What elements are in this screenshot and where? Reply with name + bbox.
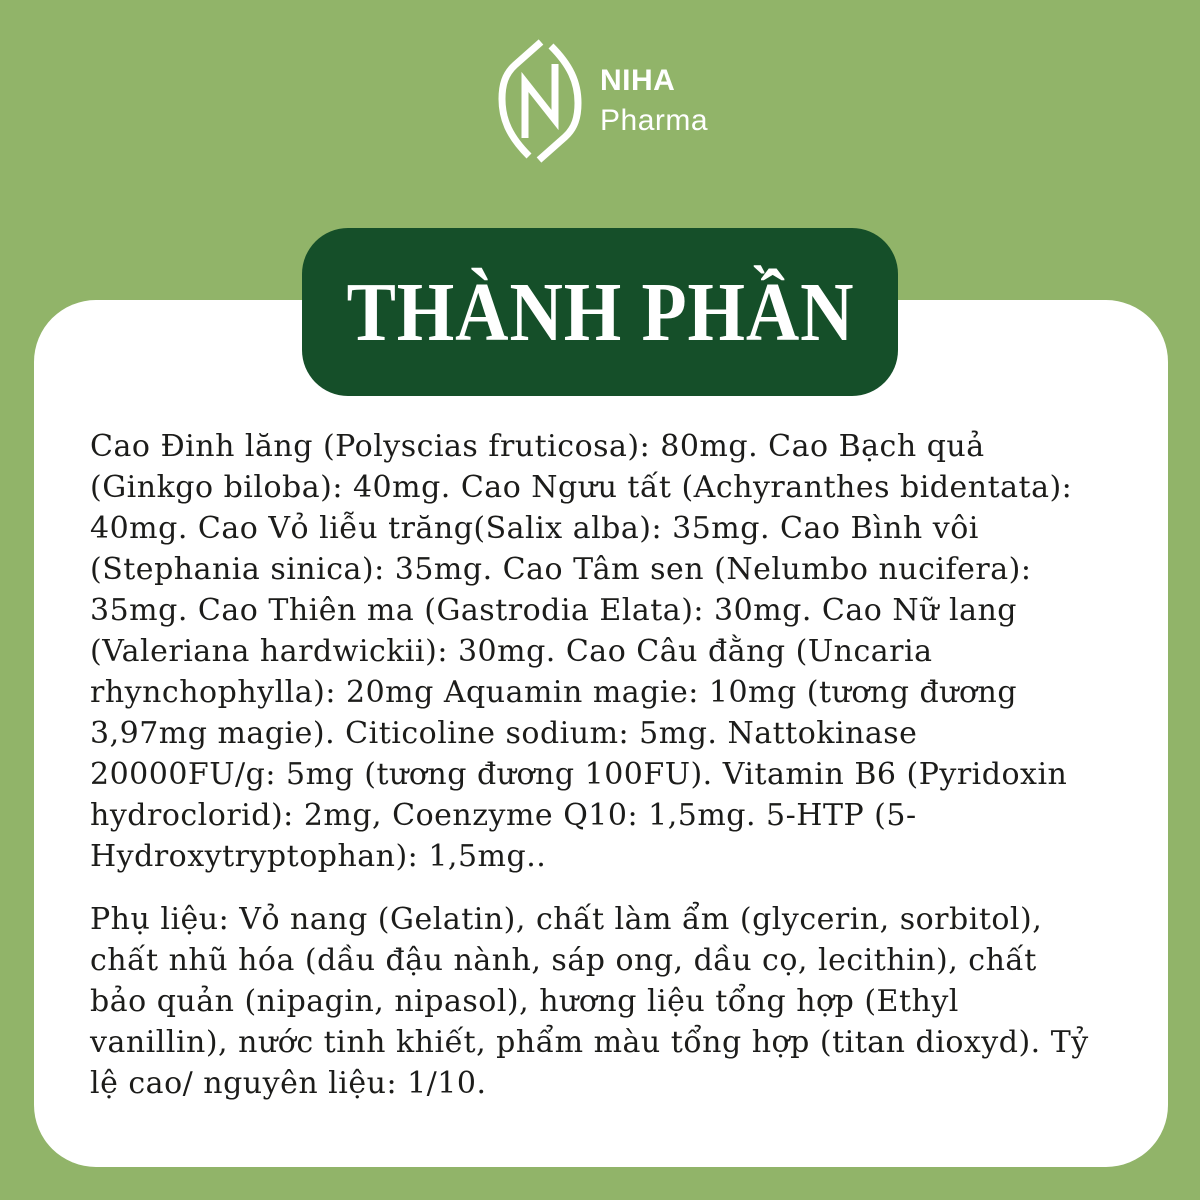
ingredients-text-block [90,426,1102,1104]
brand-logo [494,38,708,164]
leaf-n-monogram-icon [494,38,586,164]
brand-subname: Pharma [600,104,709,137]
excipients-paragraph: Phụ liệu: Vỏ nang (Gelatin), chất làm ẩm (glycerin, sorbitol), chất nhũ hóa (dầu đậu nành, sáp ong, dầu cọ, lecithin), chất bảo quản (nipagin, nipasol), hương liệu tổng hợp (Ethyl vanillin), nước tinh khiết, phẩm màu tổng hợp (titan dioxyd). Tỷ lệ cao/ nguyên liệu: 1/10. [90,902,1089,1101]
title-badge [302,228,898,396]
page-title: THÀNH PHẦN [346,265,854,359]
content-card [34,300,1168,1167]
ingredients-paragraph: Cao Đinh lăng (Polyscias fruticosa): 80mg. Cao Bạch quả (Ginkgo biloba): 40mg. Cao Ngưu tất (Achyranthes bidentata): 40mg. Cao Vỏ liễu trăng(Salix alba): 35mg. Cao Bình vôi (Stephania sinica): 35mg. Cao Tâm sen (Nelumbo nucifera): 35mg. Cao Thiên ma (Gastrodia Elata): 30mg. Cao Nữ lang (Valeriana hardwickii): 30mg. Cao Câu đằng (Uncaria rhynchophylla): 20mg Aquamin magie: 10mg (tương đương 3,97mg magie). Citicoline sodium: 5mg. Nattokinase 20000FU/g: 5mg (tương đương 100FU). Vitamin B6 (Pyridoxin hydroclorid): 2mg, Coenzyme Q10: 1,5mg. 5-HTP (5-Hydroxytryptophan): 1,5mg.. [90,429,1073,874]
brand-name: NIHA [600,64,676,97]
